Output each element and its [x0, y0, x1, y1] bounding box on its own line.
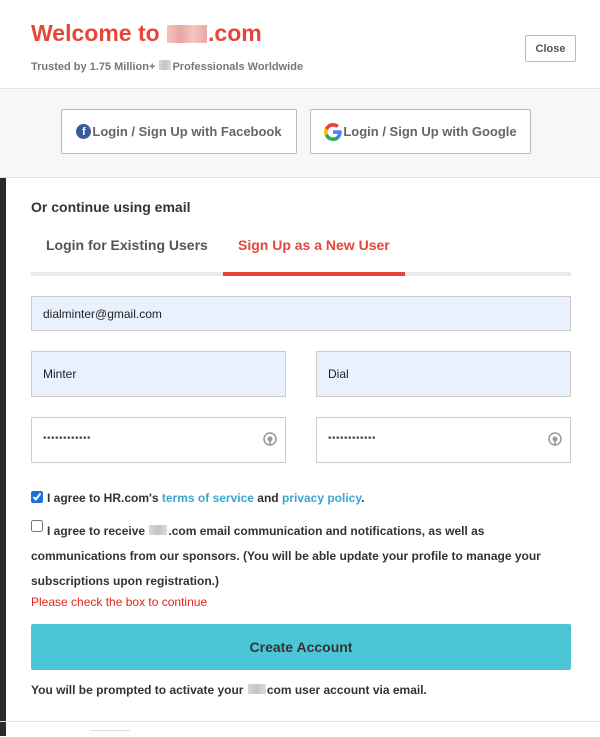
confirm-password-field[interactable]: [316, 417, 571, 463]
password-manager-icon[interactable]: [263, 432, 277, 446]
subtitle: Trusted by 1.75 Million+ Professionals Worldwide: [31, 61, 304, 73]
facebook-icon: f: [76, 124, 91, 139]
communications-label: I agree to receive .com email communication and notifications, as well as communications from our sponsors. (You will be able update your profile to manage your subscriptions upon registration.): [31, 524, 541, 588]
google-login-button[interactable]: [310, 109, 531, 154]
tab-login-existing[interactable]: Login for Existing Users: [46, 237, 208, 253]
terms-label: I agree to HR.com's terms of service and privacy policy.: [47, 491, 365, 505]
email-section-heading: Or continue using email: [31, 199, 191, 215]
facebook-login-label: Login / Sign Up with Facebook: [92, 124, 282, 139]
google-icon: [324, 123, 342, 141]
social-login-area: [0, 89, 600, 178]
last-name-field[interactable]: [316, 351, 571, 397]
page-title: Welcome to .com: [31, 20, 262, 46]
password-mask: ••••••••••••: [43, 433, 92, 444]
close-button[interactable]: Close: [525, 35, 576, 62]
checkbox-error-message: Please check the box to continue: [31, 595, 208, 609]
facebook-login-button[interactable]: [61, 109, 297, 154]
terms-checkbox[interactable]: [31, 491, 43, 503]
auth-tabs: [31, 232, 571, 276]
confirm-password-mask: ••••••••••••: [328, 433, 377, 444]
google-login-label: Login / Sign Up with Google: [343, 124, 517, 139]
activation-note: You will be prompted to activate your com user account via email.: [31, 683, 427, 697]
first-name-field[interactable]: [31, 351, 286, 397]
email-field[interactable]: [31, 296, 571, 331]
active-tab-indicator: [223, 272, 405, 276]
redacted-brand: [167, 25, 207, 43]
password-field[interactable]: [31, 417, 286, 463]
redacted-brand: [159, 60, 171, 70]
tab-signup-new[interactable]: Sign Up as a New User: [238, 237, 390, 253]
create-account-button[interactable]: Create Account: [31, 624, 571, 670]
terms-of-service-link[interactable]: terms of service: [161, 491, 254, 505]
privacy-policy-link[interactable]: privacy policy: [281, 491, 362, 505]
password-manager-icon[interactable]: [548, 432, 562, 446]
modal-header: [0, 0, 600, 89]
redacted-brand: [248, 684, 266, 694]
footer-divider: [0, 721, 600, 722]
redacted-brand: [149, 525, 167, 535]
